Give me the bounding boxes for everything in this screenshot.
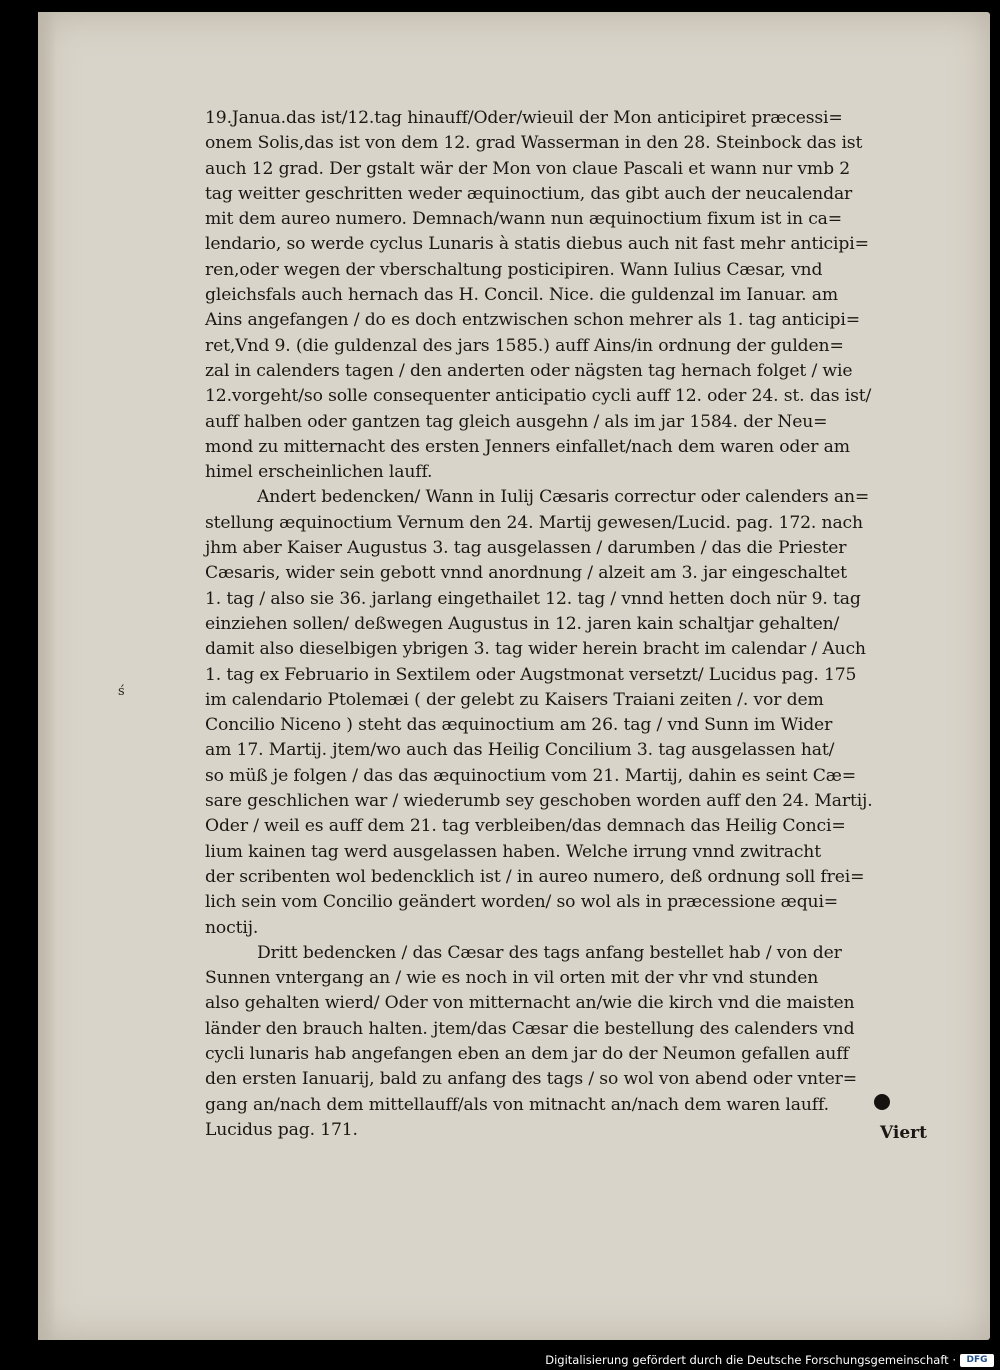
text-line: onem Solis,das ist von dem 12. grad Wasserman in den 28. Steinbock das ist (205, 133, 863, 154)
text-line: cycli lunaris hab angefangen eben an dem jar do der Neumon gefallen auff (205, 1043, 849, 1064)
text-line: 1. tag / also sie 36. jarlang eingethailet 12. tag / vnnd hetten doch nür 9. tag (205, 588, 861, 609)
text-line: der scribenten wol bedencklich ist / in aureo numero, deß ordnung soll frei= (205, 866, 865, 887)
page-binding-edge (38, 12, 56, 1340)
margin-mark: ś (118, 684, 125, 699)
text-line: einziehen sollen/ deßwegen Augustus in 12. jaren kain schaltjar gehalten/ (205, 613, 840, 634)
catchword: Viert (880, 1123, 927, 1143)
text-line: gang an/nach dem mittellauff/als von mitnacht an/nach dem waren lauff. (205, 1094, 829, 1115)
text-line: auff halben oder gantzen tag gleich ausgehn / als im jar 1584. der Neu= (205, 411, 828, 432)
body-text (205, 106, 945, 1143)
text-line: Sunnen vntergang an / wie es noch in vil orten mit der vhr vnd stunden (205, 968, 819, 989)
text-line: zal in calenders tagen / den anderten oder nägsten tag hernach folget / wie (205, 360, 853, 381)
text-line: so müß je folgen / das das æquinoctium vom 21. Martij, dahin es seint Cæ= (205, 765, 856, 786)
text-line: 19.Janua.das ist/12.tag hinauff/Oder/wieuil der Mon anticipiret præcessi= (205, 108, 843, 128)
text-line: Cæsaris, wider sein gebott vnnd anordnung / alzeit am 3. jar eingeschaltet (205, 563, 847, 584)
text-line: lium kainen tag werd ausgelassen haben. Welche irrung vnnd zwitracht (205, 841, 821, 862)
text-line: Oder / weil es auff dem 21. tag verbleiben/das demnach das Heilig Conci= (205, 816, 846, 837)
text-line: jhm aber Kaiser Augustus 3. tag ausgelassen / darumben / das die Priester (205, 538, 847, 559)
text-line: Lucidus pag. 171. (205, 1119, 358, 1140)
text-line: 12.vorgeht/so solle consequenter anticipatio cycli auff 12. oder 24. st. das ist/ (205, 386, 872, 407)
footer-credit: Digitalisierung gefördert durch die Deutsche Forschungsgemeinschaft · (545, 1353, 956, 1367)
paragraph-start-line: Andert bedencken/ Wann in Iulij Cæsaris correctur oder calenders an= (257, 487, 870, 508)
text-line: den ersten Ianuarij, bald zu anfang des tags / so wol von abend oder vnter= (205, 1069, 857, 1090)
text-line: noctij. (205, 917, 259, 938)
text-line: ren,oder wegen der vberschaltung posticipiren. Wann Iulius Cæsar, vnd (205, 259, 823, 280)
footer-bar (0, 1352, 1000, 1370)
dfg-logo-text: DFG (966, 1355, 988, 1365)
text-line: länder den brauch halten. jtem/das Cæsar die bestellung des calenders vnd (205, 1018, 855, 1039)
text-line: damit also dieselbigen ybrigen 3. tag wider herein bracht im calendar / Auch (205, 639, 866, 660)
text-line: am 17. Martij. jtem/wo auch das Heilig Concilium 3. tag ausgelassen hat/ (205, 740, 835, 761)
text-line: ret,Vnd 9. (die guldenzal des jars 1585.) auff Ains/in ordnung der gulden= (205, 335, 844, 356)
text-line: lendario, so werde cyclus Lunaris à statis diebus auch nit fast mehr anticipi= (205, 234, 869, 255)
text-line: himel erscheinlichen lauff. (205, 462, 433, 483)
text-line: Ains angefangen / do es doch entzwischen schon mehrer als 1. tag anticipi= (205, 310, 860, 331)
text-line: auch 12 grad. Der gstalt wär der Mon von claue Pascali et wann nur vmb 2 (205, 158, 851, 179)
text-line: lich sein vom Concilio geändert worden/ so wol als in præcessione æqui= (205, 892, 839, 913)
ink-blot (874, 1094, 890, 1110)
text-line: Concilio Niceno ) steht das æquinoctium am 26. tag / vnd Sunn im Wider (205, 715, 833, 736)
dfg-logo-icon (960, 1354, 994, 1367)
text-line: 1. tag ex Februario in Sextilem oder Augstmonat versetzt/ Lucidus pag. 175 (205, 664, 857, 685)
text-line: also gehalten wierd/ Oder von mitternacht an/wie die kirch vnd die maisten (205, 993, 855, 1014)
text-line: mond zu mitternacht des ersten Jenners einfallet/nach dem waren oder am (205, 436, 850, 457)
text-line: gleichsfals auch hernach das H. Concil. Nice. die guldenzal im Ianuar. am (205, 285, 839, 306)
text-line: stellung æquinoctium Vernum den 24. Martij gewesen/Lucid. pag. 172. nach (205, 512, 863, 533)
text-line: mit dem aureo numero. Demnach/wann nun æquinoctium fixum ist in ca= (205, 209, 843, 230)
text-line: im calendario Ptolemæi ( der gelebt zu Kaisers Traiani zeiten /. vor dem (205, 689, 824, 710)
text-line: tag weitter geschritten weder æquinoctium, das gibt auch der neucalendar (205, 183, 853, 204)
text-line: sare geschlichen war / wiederumb sey geschoben worden auff den 24. Martij. (205, 791, 873, 812)
paragraph-start-line: Dritt bedencken / das Cæsar des tags anfang bestellet hab / von der (257, 942, 842, 963)
